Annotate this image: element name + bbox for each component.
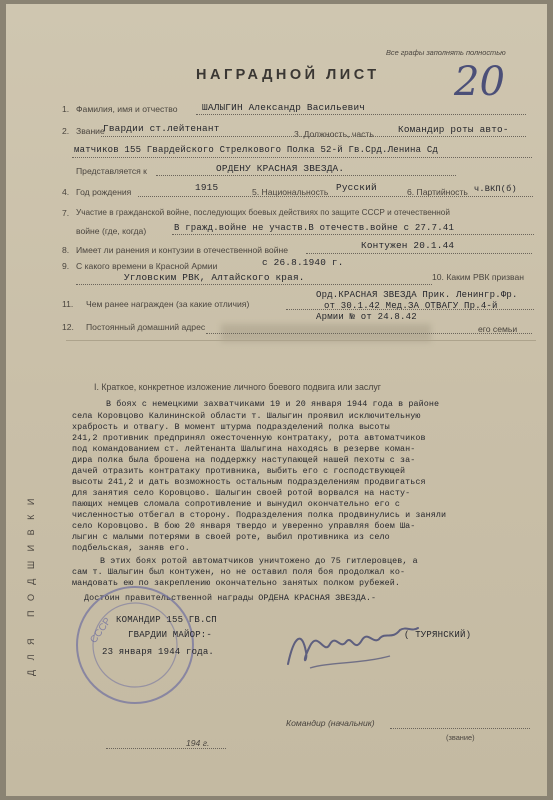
address-label: Постоянный домашний адрес xyxy=(86,322,206,332)
vertical-binding-label: ДЛЯ ПОДШИВКИ xyxy=(26,489,36,676)
prior-awards-label: Чем ранее награжден (за какие отличия) xyxy=(86,299,250,309)
field-num: 11. xyxy=(62,299,74,309)
position-value-a: Командир роты авто- xyxy=(398,124,509,135)
field-num: 1. xyxy=(62,104,70,114)
position-label: 3. Должность, часть xyxy=(294,129,374,139)
award-sheet xyxy=(6,4,547,796)
field-num: 2. xyxy=(62,126,70,136)
underline xyxy=(196,114,526,115)
fold-line xyxy=(66,340,536,341)
nationality-label: 5. Национальность xyxy=(252,187,329,197)
name-value: ШАЛЫГИН Александр Васильевич xyxy=(202,102,366,113)
party-value: ч.ВКП(б) xyxy=(474,184,517,194)
narrative-line: высоты 241,2 и дать возможность остальным подразделениям продвигаться xyxy=(72,477,426,487)
handwritten-number: 20 xyxy=(454,59,505,105)
narrative-line: В боях с немецкими захватчиками 19 и 20 января 1944 года в районе xyxy=(106,399,440,409)
birth-year-value: 1915 xyxy=(195,182,219,193)
narrative-line: село Коровцово. В бою 20 января твердо и уверенно управляя боем Ша- xyxy=(72,521,416,531)
narrative-line: пающих немцев сломала сопротивление и вынудил окончательно его с xyxy=(72,499,401,509)
narrative-line: лыгин с малыми потерями в своей роте, выбил противника из село xyxy=(72,532,390,542)
narrative-line: мандовать ею по закреплению окончательно занятых полком рубежей. xyxy=(72,578,401,588)
narrative-line: сам т. Шалыгин был контужен, но не оставил поля боя продолжал ко- xyxy=(72,567,406,577)
army-since-label: С какого времени в Красной Армии xyxy=(76,261,218,271)
rank-line: ГВАРДИИ МАЙОР:- xyxy=(128,630,213,640)
prior-awards-value-a: Орд.КРАСНАЯ ЗВЕЗДА Прик. Ленингр.Фр. xyxy=(316,290,518,300)
field-num: 8. xyxy=(62,245,70,255)
section-title: I. Краткое, конкретное изложение личного боевого подвига или заслуг xyxy=(94,382,381,392)
name-label: Фамилия, имя и отчество xyxy=(76,104,178,114)
position-value-b: матчиков 155 Гвардейского Стрелкового Полка 52-й Гв.Срд.Ленина Сд xyxy=(74,145,439,155)
nominated-value: ОРДЕНУ КРАСНАЯ ЗВЕЗДА. xyxy=(216,163,345,174)
narrative-line: численностью отбегал в сторону. Подразделения полка продвинулись и заняли xyxy=(72,510,447,520)
commander-name: ( ТУРЯНСКИЙ) xyxy=(404,630,472,640)
narrative-line: 241,2 противник предпринял ожесточенную контратаку, рота автоматчиков xyxy=(72,433,426,443)
underline xyxy=(390,728,530,729)
war-participation-value: В гражд.войне не участв.В отечеств.войне с 27.7.41 xyxy=(174,223,455,233)
party-label: 6. Партийность xyxy=(407,187,468,197)
nationality-value: Русский xyxy=(336,182,377,193)
underline xyxy=(306,253,532,254)
fill-all-fields-note: Все графы заполнять полностью xyxy=(386,48,506,57)
underline xyxy=(206,333,532,334)
field-num: 9. xyxy=(62,261,70,271)
underline xyxy=(138,196,533,197)
drafted-by-value: Угловским РВК, Алтайского края. xyxy=(124,272,305,283)
underline xyxy=(286,309,534,310)
wounds-label: Имеет ли ранения и контузии в отечественной войне xyxy=(76,245,289,255)
rank-value: Гвардии ст.лейтенант xyxy=(103,123,220,134)
document-title: НАГРАДНОЙ ЛИСТ xyxy=(196,67,380,83)
narrative-line: дачей отразить контратаку противника, выбить его с господствующей xyxy=(72,466,406,476)
underline xyxy=(72,157,532,158)
svg-text:СССР: СССР xyxy=(88,615,114,646)
war-participation-label-a: Участие в гражданской войне, последующих боевых действиях по защите СССР и отечественной xyxy=(76,208,450,217)
birth-year-label: Год рождения xyxy=(76,187,132,197)
field-num: 4. xyxy=(62,187,70,197)
war-participation-label-b: войне (где, когда) xyxy=(76,226,147,236)
narrative-line: В этих боях ротой автоматчиков уничтожено до 75 гитлеровцев, а xyxy=(100,556,418,566)
narrative-line: дира полка была брошена на поддержку наступающей нашей пехоты с за- xyxy=(72,455,416,465)
commander-footer-label: Командир (начальник) xyxy=(286,718,375,728)
narrative-line: под командованием ст. лейтенанта Шалыгина находясь в резерве коман- xyxy=(72,444,416,454)
field-num: 7. xyxy=(62,208,70,218)
handwritten-signature xyxy=(280,616,430,676)
drafted-by-label: 10. Каким РВК призван xyxy=(432,272,525,282)
underline xyxy=(106,748,226,749)
underline xyxy=(156,175,456,176)
rank-label: Звание xyxy=(76,126,105,136)
narrative-line: храбрость и отвагу. В момент штурма подразделений полка высоты xyxy=(72,422,390,432)
field-num: 12. xyxy=(62,322,74,332)
narrative-line: подбельская, заняв его. xyxy=(72,543,190,553)
underline xyxy=(76,284,432,285)
underline xyxy=(101,136,526,137)
official-stamp xyxy=(70,580,200,710)
wounds-value: Контужен 20.1.44 xyxy=(361,240,455,251)
army-since-value: с 26.8.1940 г. xyxy=(262,257,344,268)
narrative-line: Достоин правительственной награды ОРДЕНА КРАСНАЯ ЗВЕЗДА.- xyxy=(84,593,377,603)
narrative-line: для занятия село Коровцово. Шалыгин своей ротой ворвался на насту- xyxy=(72,488,411,498)
year-footer: 194 г. xyxy=(186,738,210,748)
nominated-label: Представляется к xyxy=(76,166,147,176)
underline xyxy=(172,234,534,235)
rank-footer-label: (звание) xyxy=(446,733,475,742)
commander-line: КОМАНДИР 155 ГВ.СП xyxy=(116,615,217,625)
signature-date: 23 января 1944 года. xyxy=(102,647,215,657)
narrative-line: села Коровцово Калининской области т. Шалыгин проявил исключительную xyxy=(72,411,421,421)
prior-awards-value-b: от 30.1.42 Мед.ЗА ОТВАГУ Пр.4-й xyxy=(324,301,498,311)
prior-awards-value-c: Армии № от 24.8.42 xyxy=(316,312,417,322)
family-label: его семьи xyxy=(478,324,518,334)
